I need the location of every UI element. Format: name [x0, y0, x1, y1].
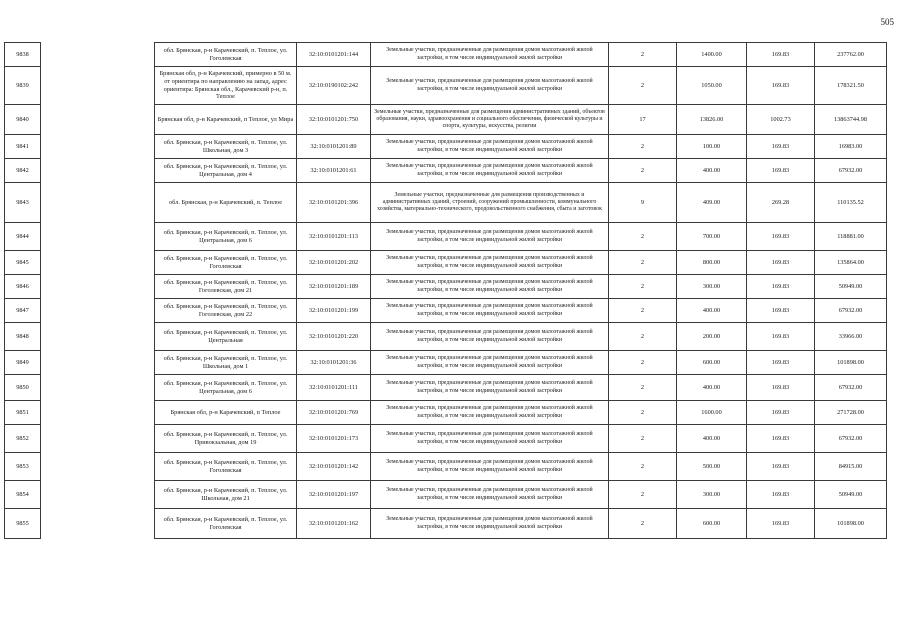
address-cell: обл. Брянская, р-н Карачевский, п. Теплое — [155, 183, 297, 223]
table-row — [5, 43, 887, 67]
row-number: 9852 — [5, 425, 41, 453]
area-cell: 600.00 — [677, 351, 747, 375]
row-number: 9845 — [5, 251, 41, 275]
land-use-cell: Земельные участки, предназначенные для размещения домов малоэтажной жилой застройки, в том числе индивидуальной жилой застройки — [371, 481, 609, 509]
group-cell: 2 — [609, 275, 677, 299]
table-row — [5, 375, 887, 401]
cadastral-value-cell: 135864.00 — [815, 251, 887, 275]
spacer-cell — [41, 183, 155, 223]
address-cell: обл. Брянская, р-н Карачевский, п. Теплое, ул. Школьная, дом 3 — [155, 135, 297, 159]
land-use-cell: Земельные участки, предназначенные для размещения домов малоэтажной жилой застройки, в том числе индивидуальной жилой застройки — [371, 299, 609, 323]
address-cell: обл. Брянская, р-н Карачевский, п. Теплое, ул. Школьная, дом 21 — [155, 481, 297, 509]
group-cell: 9 — [609, 183, 677, 223]
rate-cell: 169.83 — [747, 159, 815, 183]
cadastral-value-cell: 67932.00 — [815, 159, 887, 183]
row-number: 9847 — [5, 299, 41, 323]
land-use-cell: Земельные участки, предназначенные для размещения домов малоэтажной жилой застройки, в том числе индивидуальной жилой застройки — [371, 401, 609, 425]
spacer-cell — [41, 159, 155, 183]
rate-cell: 169.83 — [747, 223, 815, 251]
cadastral-number-cell: 32:10:0190102:242 — [297, 67, 371, 105]
address-cell: Брянская обл, р-н Карачевский, п Теплое — [155, 401, 297, 425]
rate-cell: 169.83 — [747, 323, 815, 351]
cadastral-number-cell: 32:10:0101201:199 — [297, 299, 371, 323]
table-row — [5, 509, 887, 539]
page-number: 505 — [880, 17, 894, 27]
cadastral-value-cell: 67932.00 — [815, 425, 887, 453]
table-row — [5, 135, 887, 159]
group-cell: 2 — [609, 351, 677, 375]
group-cell: 2 — [609, 67, 677, 105]
cadastral-number-cell: 32:10:0101201:750 — [297, 105, 371, 135]
row-number: 9849 — [5, 351, 41, 375]
area-cell: 400.00 — [677, 159, 747, 183]
row-number: 9853 — [5, 453, 41, 481]
cadastral-number-cell: 32:10:0101201:113 — [297, 223, 371, 251]
row-number: 9846 — [5, 275, 41, 299]
area-cell: 400.00 — [677, 299, 747, 323]
group-cell: 2 — [609, 509, 677, 539]
spacer-cell — [41, 323, 155, 351]
table-row — [5, 223, 887, 251]
group-cell: 2 — [609, 43, 677, 67]
cadastral-number-cell: 32:10:0101201:61 — [297, 159, 371, 183]
rate-cell: 169.83 — [747, 67, 815, 105]
table-row — [5, 323, 887, 351]
table-row — [5, 183, 887, 223]
cadastral-number-cell: 32:10:0101201:396 — [297, 183, 371, 223]
table-row — [5, 481, 887, 509]
row-number: 9848 — [5, 323, 41, 351]
table-row — [5, 251, 887, 275]
spacer-cell — [41, 67, 155, 105]
address-cell: обл. Брянская, р-н Карачевский, п. Теплое, ул. Центральная, дом 6 — [155, 223, 297, 251]
spacer-cell — [41, 401, 155, 425]
row-number: 9855 — [5, 509, 41, 539]
cadastral-value-cell: 178321.50 — [815, 67, 887, 105]
group-cell: 2 — [609, 481, 677, 509]
address-cell: обл. Брянская, р-н Карачевский, п. Теплое, ул. Гоголевская — [155, 453, 297, 481]
cadastral-number-cell: 32:10:0101201:197 — [297, 481, 371, 509]
land-use-cell: Земельные участки, предназначенные для размещения домов малоэтажной жилой застройки, в том числе индивидуальной жилой застройки — [371, 135, 609, 159]
address-cell: обл. Брянская, р-н Карачевский, п. Теплое, ул. Гоголевская — [155, 509, 297, 539]
group-cell: 2 — [609, 375, 677, 401]
group-cell: 17 — [609, 105, 677, 135]
address-cell: обл. Брянская, р-н Карачевский, п. Теплое, ул. Гоголевская — [155, 251, 297, 275]
rate-cell: 269.28 — [747, 183, 815, 223]
rate-cell: 169.83 — [747, 135, 815, 159]
cadastral-value-cell: 67932.00 — [815, 375, 887, 401]
cadastral-value-cell: 50949.00 — [815, 275, 887, 299]
cadastral-value-cell: 101898.00 — [815, 351, 887, 375]
cadastral-number-cell: 32:10:0101201:162 — [297, 509, 371, 539]
rate-cell: 169.83 — [747, 351, 815, 375]
cadastral-value-cell: 118881.00 — [815, 223, 887, 251]
cadastral-value-cell: 110135.52 — [815, 183, 887, 223]
cadastral-number-cell: 32:10:0101201:769 — [297, 401, 371, 425]
rate-cell: 169.83 — [747, 275, 815, 299]
rate-cell: 169.83 — [747, 401, 815, 425]
area-cell: 600.00 — [677, 509, 747, 539]
address-cell: обл. Брянская, р-н Карачевский, п. Теплое, ул. Гоголевская, дом 21 — [155, 275, 297, 299]
address-cell: обл. Брянская, р-н Карачевский, п. Теплое, ул. Центральная, дом 4 — [155, 159, 297, 183]
area-cell: 500.00 — [677, 453, 747, 481]
cadastral-value-cell: 84915.00 — [815, 453, 887, 481]
spacer-cell — [41, 481, 155, 509]
cadastral-value-cell: 67932.00 — [815, 299, 887, 323]
address-cell: обл. Брянская, р-н Карачевский, п. Теплое, ул. Гоголевская — [155, 43, 297, 67]
row-number: 9841 — [5, 135, 41, 159]
land-use-cell: Земельные участки, предназначенные для размещения домов малоэтажной жилой застройки, в том числе индивидуальной жилой застройки — [371, 159, 609, 183]
spacer-cell — [41, 453, 155, 481]
rate-cell: 169.83 — [747, 251, 815, 275]
spacer-cell — [41, 251, 155, 275]
cadastral-number-cell: 32:10:0101201:220 — [297, 323, 371, 351]
group-cell: 2 — [609, 135, 677, 159]
rate-cell: 169.83 — [747, 299, 815, 323]
area-cell: 800.00 — [677, 251, 747, 275]
cadastral-number-cell: 32:10:0101201:36 — [297, 351, 371, 375]
group-cell: 2 — [609, 425, 677, 453]
area-cell: 1400.00 — [677, 43, 747, 67]
area-cell: 100.00 — [677, 135, 747, 159]
land-use-cell: Земельные участки, предназначенные для размещения домов малоэтажной жилой застройки, в том числе индивидуальной жилой застройки — [371, 375, 609, 401]
area-cell: 300.00 — [677, 275, 747, 299]
spacer-cell — [41, 135, 155, 159]
cadastral-number-cell: 32:10:0101201:89 — [297, 135, 371, 159]
cadastral-value-cell: 13863744.98 — [815, 105, 887, 135]
land-use-cell: Земельные участки, предназначенные для размещения домов малоэтажной жилой застройки, в том числе индивидуальной жилой застройки — [371, 43, 609, 67]
area-cell: 200.00 — [677, 323, 747, 351]
row-number: 9840 — [5, 105, 41, 135]
land-use-cell: Земельные участки, предназначенные для размещения домов малоэтажной жилой застройки, в том числе индивидуальной жилой застройки — [371, 323, 609, 351]
rate-cell: 169.83 — [747, 453, 815, 481]
cadastral-value-cell: 50949.00 — [815, 481, 887, 509]
cadastral-number-cell: 32:10:0101201:189 — [297, 275, 371, 299]
address-cell: обл. Брянская, р-н Карачевский, п. Теплое, ул. Школьная, дом 1 — [155, 351, 297, 375]
spacer-cell — [41, 43, 155, 67]
land-use-cell: Земельные участки, предназначенные для размещения домов малоэтажной жилой застройки, в том числе индивидуальной жилой застройки — [371, 509, 609, 539]
land-use-cell: Земельные участки, предназначенные для размещения домов малоэтажной жилой застройки, в том числе индивидуальной жилой застройки — [371, 425, 609, 453]
row-number: 9843 — [5, 183, 41, 223]
address-cell: обл. Брянская, р-н Карачевский, п. Теплое, ул. Гоголевская, дом 22 — [155, 299, 297, 323]
cadastral-number-cell: 32:10:0101201:144 — [297, 43, 371, 67]
spacer-cell — [41, 299, 155, 323]
group-cell: 2 — [609, 323, 677, 351]
address-cell: Брянская обл, р-н Карачевский, примерно в 50 м. от ориентира по направлению на запад, адрес ориентира: Брянская обл., Карачевский р-н, п. Теплое — [155, 67, 297, 105]
group-cell: 2 — [609, 401, 677, 425]
rate-cell: 169.83 — [747, 375, 815, 401]
rate-cell: 169.83 — [747, 43, 815, 67]
area-cell: 1050.00 — [677, 67, 747, 105]
spacer-cell — [41, 223, 155, 251]
land-use-cell: Земельные участки, предназначенные для размещения домов малоэтажной жилой застройки, в том числе индивидуальной жилой застройки — [371, 251, 609, 275]
rate-cell: 169.83 — [747, 481, 815, 509]
area-cell: 409.00 — [677, 183, 747, 223]
rate-cell: 169.83 — [747, 509, 815, 539]
table-row — [5, 275, 887, 299]
table-row — [5, 401, 887, 425]
rate-cell: 169.83 — [747, 425, 815, 453]
land-use-cell: Земельные участки, предназначенные для размещения домов малоэтажной жилой застройки, в том числе индивидуальной жилой застройки — [371, 351, 609, 375]
table-row — [5, 299, 887, 323]
cadastral-value-cell: 271728.00 — [815, 401, 887, 425]
table-row — [5, 105, 887, 135]
table-row — [5, 453, 887, 481]
table-row — [5, 159, 887, 183]
row-number: 9839 — [5, 67, 41, 105]
table-row — [5, 351, 887, 375]
land-use-cell: Земельные участки, предназначенные для размещения домов малоэтажной жилой застройки, в том числе индивидуальной жилой застройки — [371, 453, 609, 481]
cadastral-number-cell: 32:10:0101201:202 — [297, 251, 371, 275]
land-use-cell: Земельные участки, предназначенные для размещения домов малоэтажной жилой застройки, в том числе индивидуальной жилой застройки — [371, 67, 609, 105]
spacer-cell — [41, 275, 155, 299]
group-cell: 2 — [609, 299, 677, 323]
spacer-cell — [41, 375, 155, 401]
land-use-cell: Земельные участки, предназначенные для размещения домов малоэтажной жилой застройки, в том числе индивидуальной жилой застройки — [371, 275, 609, 299]
group-cell: 2 — [609, 223, 677, 251]
cadastral-number-cell: 32:10:0101201:173 — [297, 425, 371, 453]
group-cell: 2 — [609, 251, 677, 275]
row-number: 9854 — [5, 481, 41, 509]
cadastral-value-cell: 16983.00 — [815, 135, 887, 159]
rate-cell: 1002.73 — [747, 105, 815, 135]
row-number: 9850 — [5, 375, 41, 401]
cadastral-number-cell: 32:10:0101201:142 — [297, 453, 371, 481]
land-parcel-table — [4, 42, 887, 539]
area-cell: 1600.00 — [677, 401, 747, 425]
area-cell: 300.00 — [677, 481, 747, 509]
cadastral-number-cell: 32:10:0101201:111 — [297, 375, 371, 401]
spacer-cell — [41, 105, 155, 135]
table-row — [5, 425, 887, 453]
cadastral-value-cell: 101898.00 — [815, 509, 887, 539]
row-number: 9851 — [5, 401, 41, 425]
table-body — [5, 43, 887, 539]
cadastral-value-cell: 33966.00 — [815, 323, 887, 351]
row-number: 9838 — [5, 43, 41, 67]
area-cell: 700.00 — [677, 223, 747, 251]
group-cell: 2 — [609, 159, 677, 183]
land-use-cell: Земельные участки, предназначенные для размещения производственных и административных зданий, строений, сооружений промышленности, коммунального хозяйства, материально-технического, продовольственного снабжения, сбыта и заготовок — [371, 183, 609, 223]
cadastral-value-cell: 237762.00 — [815, 43, 887, 67]
area-cell: 13826.00 — [677, 105, 747, 135]
area-cell: 400.00 — [677, 375, 747, 401]
land-use-cell: Земельные участки, предназначенные для размещения домов малоэтажной жилой застройки, в том числе индивидуальной жилой застройки — [371, 223, 609, 251]
address-cell: Брянская обл, р-н Карачевский, п Теплое, ул Мира — [155, 105, 297, 135]
table-row — [5, 67, 887, 105]
spacer-cell — [41, 509, 155, 539]
group-cell: 2 — [609, 453, 677, 481]
row-number: 9842 — [5, 159, 41, 183]
address-cell: обл. Брянская, р-н Карачевский, п. Теплое, ул. Привокзальная, дом 19 — [155, 425, 297, 453]
address-cell: обл. Брянская, р-н Карачевский, п. Теплое, ул. Центральная — [155, 323, 297, 351]
land-use-cell: Земельные участки, предназначенные для размещения административных зданий, объектов образования, науки, здравоохранения и социального обеспечения, физической культуры и спорта, культуры, искусства, религии — [371, 105, 609, 135]
row-number: 9844 — [5, 223, 41, 251]
spacer-cell — [41, 425, 155, 453]
area-cell: 400.00 — [677, 425, 747, 453]
spacer-cell — [41, 351, 155, 375]
address-cell: обл. Брянская, р-н Карачевский, п. Теплое, ул. Центральная, дом 6 — [155, 375, 297, 401]
